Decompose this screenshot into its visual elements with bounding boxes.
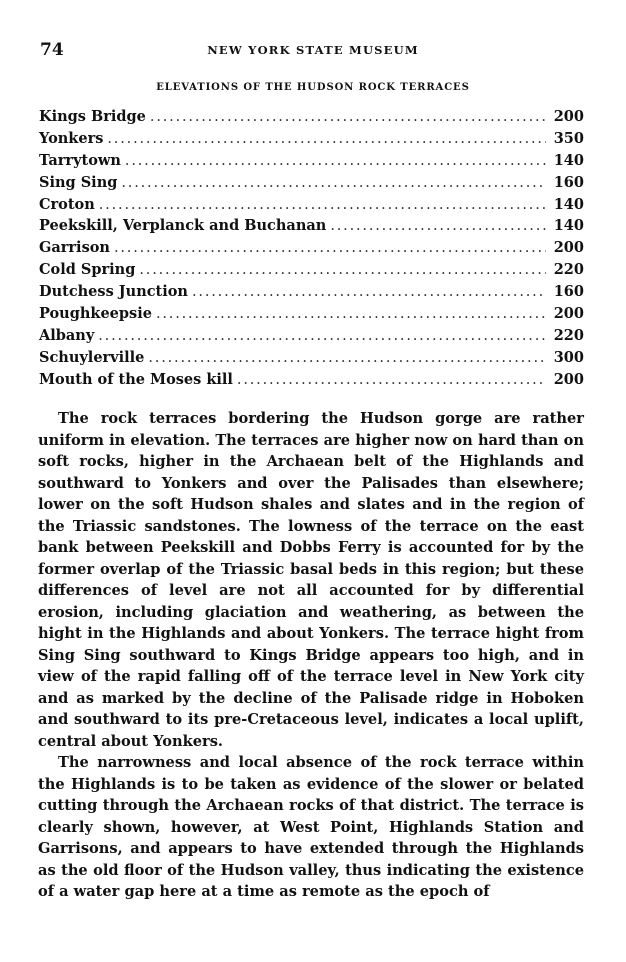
place-name: Mouth of the Moses kill — [39, 370, 233, 388]
dot-leader — [139, 262, 546, 278]
dot-leader — [330, 218, 546, 234]
dot-leader — [148, 350, 546, 366]
place-name: Poughkeepsie — [39, 305, 152, 323]
table-row — [39, 217, 584, 239]
place-name: Cold Spring — [39, 261, 136, 279]
table-row — [39, 349, 584, 371]
paragraph: The narrowness and local absence of the rock terrace within the Highlands is to be taken as evidence of the slower or belated cutting through the Archaean rocks of that district. The terrace is clearly shown, however, at West Point, Highlands Station and Garrisons, and appears to have extended through the Highlands as the old floor of the Hudson valley, thus indicating the existence of a water gap here at a time as remote as the epoch of — [38, 754, 584, 900]
elevation-value: 160 — [553, 283, 584, 301]
elevation-value: 200 — [553, 370, 584, 388]
place-name: Kings Bridge — [39, 108, 146, 125]
elevation-value: 160 — [553, 173, 584, 191]
elevation-value: 220 — [553, 261, 584, 279]
page-header — [40, 40, 586, 62]
table-row — [39, 371, 584, 393]
body-text — [38, 408, 584, 903]
place-name: Yonkers — [39, 129, 104, 147]
elevation-value: 200 — [553, 305, 584, 323]
table-row — [39, 130, 584, 152]
dot-leader — [121, 175, 546, 191]
place-name: Garrison — [39, 239, 110, 257]
elevation-value: 200 — [553, 239, 584, 257]
place-name: Sing Sing — [39, 173, 118, 191]
running-title: NEW YORK STATE MUSEUM — [207, 43, 419, 57]
dot-leader — [99, 197, 546, 213]
elevation-value: 200 — [553, 108, 584, 125]
table-row — [39, 239, 584, 261]
table-row — [39, 152, 584, 174]
table-row — [39, 283, 584, 305]
dot-leader — [156, 306, 546, 322]
dot-leader — [125, 153, 546, 169]
table-row — [39, 174, 584, 196]
place-name: Tarrytown — [39, 151, 121, 169]
elevation-value: 300 — [553, 348, 584, 366]
elevation-value: 140 — [553, 195, 584, 213]
table-row — [39, 196, 584, 218]
page-number: 74 — [40, 40, 64, 60]
table-row — [39, 327, 584, 349]
table-row — [39, 305, 584, 327]
place-name: Peekskill, Verplanck and Buchanan — [39, 217, 327, 235]
place-name: Schuylerville — [39, 348, 145, 366]
table-row — [39, 108, 584, 130]
place-name: Dutchess Junction — [39, 283, 188, 301]
dot-leader — [98, 328, 546, 344]
table-title: ELEVATIONS OF THE HUDSON ROCK TERRACES — [156, 82, 470, 93]
elevation-value: 220 — [553, 326, 584, 344]
place-name: Albany — [39, 326, 95, 344]
paragraph: The rock terraces bordering the Hudson gorge are rather uniform in elevation. The terraces are higher now on hard than on soft rocks, higher in the Archaean belt of the Highlands and southward to Yonkers and over the Palisades than elsewhere; lower on the soft Hudson shales and slates and in the region of the Triassic sandstones. The lowness of the terrace on the east bank between Peekskill and Dobbs Ferry is accounted for by the former overlap of the Triassic basal beds in this region; but these differences of level are not all accounted for by differential erosion, including glaciation and weathering, as between the hight in the Highlands and about Yonkers. The terrace hight from Sing Sing southward to Kings Bridge appears too high, and in view of the rapid falling off of the terrace level in New York city and as marked by the decline of the Palisade ridge in Hoboken and southward to its pre-Cretaceous level, indicates a local uplift, central about Yonkers. — [38, 410, 584, 750]
elevation-table — [39, 108, 584, 393]
dot-leader — [114, 240, 546, 256]
table-row — [39, 261, 584, 283]
dot-leader — [150, 109, 546, 125]
elevation-value: 350 — [553, 129, 584, 147]
elevation-value: 140 — [553, 151, 584, 169]
elevation-value: 140 — [553, 217, 584, 235]
dot-leader — [107, 131, 546, 147]
place-name: Croton — [39, 195, 95, 213]
dot-leader — [237, 372, 546, 388]
dot-leader — [192, 284, 546, 300]
